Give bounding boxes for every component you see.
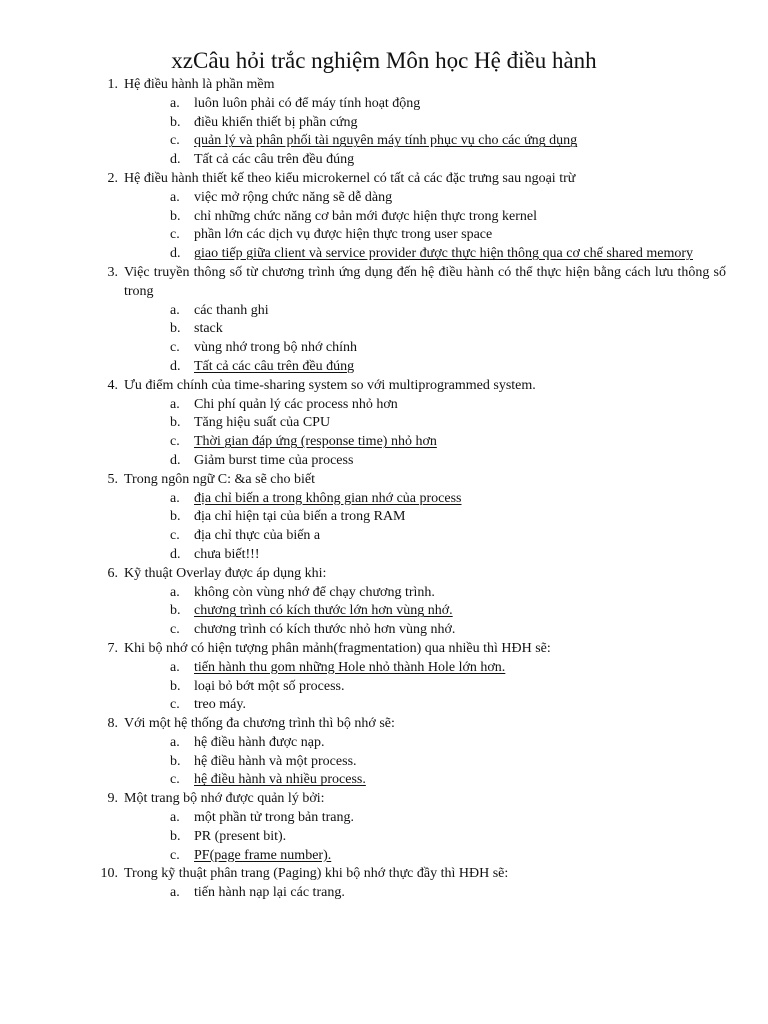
answer-option <box>170 151 726 170</box>
answer-letter: a. <box>170 302 180 318</box>
answer-text: hệ điều hành và một process. <box>194 753 357 769</box>
question-number: 4. <box>107 377 118 393</box>
answer-letter: c. <box>170 434 180 450</box>
answer-option <box>170 302 726 321</box>
question-5 <box>100 471 726 565</box>
answer-list <box>124 884 726 903</box>
answer-letter: d. <box>170 152 181 168</box>
answer-option <box>170 226 726 245</box>
answer-option <box>170 621 726 640</box>
answer-text-correct: địa chỉ biến a trong không gian nhớ của process <box>194 490 462 506</box>
answer-letter: c. <box>170 528 180 544</box>
answer-text: chỉ những chức năng cơ bản mới được hiện thực trong kernel <box>194 208 537 224</box>
answer-text: các thanh ghi <box>194 302 269 318</box>
answer-text: Tất cả các câu trên đều đúng <box>194 152 355 168</box>
answer-option <box>170 602 726 621</box>
answer-text-correct: Tất cả các câu trên đều đúng <box>194 358 355 374</box>
answer-list <box>124 809 726 865</box>
answer-letter: c. <box>170 622 180 638</box>
answer-option <box>170 696 726 715</box>
answer-letter: a. <box>170 734 180 750</box>
question-2 <box>100 170 726 264</box>
question-number: 1. <box>107 77 118 92</box>
answer-letter: c. <box>170 772 180 788</box>
question-text: Việc truyền thông số từ chương trình ứng dụng đến hệ điều hành có thể thực hiện bằng cách lưu thông số trong <box>124 264 726 299</box>
answer-text: treo máy. <box>194 697 246 713</box>
answer-option <box>170 771 726 790</box>
answer-text: hệ điều hành được nạp. <box>194 734 325 750</box>
answer-letter: b. <box>170 509 181 525</box>
answer-text: tiến hành nạp lại các trang. <box>194 885 345 901</box>
answer-letter: d. <box>170 246 181 262</box>
answer-text: vùng nhớ trong bộ nhớ chính <box>194 340 357 356</box>
answer-letter: b. <box>170 603 181 619</box>
question-text: Với một hệ thống đa chương trình thì bộ nhớ sẽ: <box>124 716 395 732</box>
page-title: xzCâu hỏi trắc nghiệm Môn học Hệ điều hành <box>171 48 597 73</box>
answer-letter: a. <box>170 396 180 412</box>
answer-text-correct: chương trình có kích thước lớn hơn vùng nhớ. <box>194 603 453 619</box>
question-text: Trong ngôn ngữ C: &a sẽ cho biết <box>124 471 316 487</box>
question-8 <box>100 715 726 790</box>
answer-text: việc mở rộng chức năng sẽ dễ dàng <box>194 189 393 205</box>
answer-option <box>170 734 726 753</box>
answer-text: luôn luôn phải có để máy tính hoạt động <box>194 95 421 111</box>
question-text: Khi bộ nhớ có hiện tượng phân mảnh(fragmentation) qua nhiều thì HĐH sẽ: <box>124 640 551 656</box>
answer-text: một phần tử trong bản trang. <box>194 810 355 826</box>
answer-text: địa chỉ thực của biến a <box>194 528 321 544</box>
answer-option <box>170 95 726 114</box>
question-number: 2. <box>107 170 118 186</box>
answer-letter: b. <box>170 321 181 337</box>
answer-list <box>124 302 726 377</box>
answer-text: không còn vùng nhớ để chạy chương trình. <box>194 584 435 600</box>
question-10 <box>100 865 726 903</box>
answer-option <box>170 358 726 377</box>
answer-text: PR (present bit). <box>194 828 287 844</box>
answer-option <box>170 396 726 415</box>
answer-letter: a. <box>170 885 180 901</box>
answer-letter: a. <box>170 95 180 111</box>
answer-text-correct: quản lý và phân phối tài nguyên máy tính phục vụ cho các ứng dụng <box>194 133 578 149</box>
answer-text: Chi phí quản lý các process nhỏ hơn <box>194 396 398 412</box>
answer-option <box>170 339 726 358</box>
answer-list <box>124 189 726 264</box>
answer-text: phần lớn các dịch vụ được hiện thực trong user space <box>194 227 493 243</box>
answer-option <box>170 828 726 847</box>
question-number: 9. <box>107 791 118 807</box>
question-text: Hệ điều hành thiết kế theo kiểu microkernel có tất cả các đặc trưng sau ngoại trừ <box>124 170 576 186</box>
answer-letter: b. <box>170 114 181 130</box>
answer-option <box>170 508 726 527</box>
answer-list <box>124 734 726 790</box>
answer-option <box>170 414 726 433</box>
question-1 <box>100 76 726 170</box>
answer-letter: b. <box>170 208 181 224</box>
answer-text-correct: PF(page frame number). <box>194 847 332 863</box>
question-4 <box>100 377 726 471</box>
answer-letter: d. <box>170 358 181 374</box>
answer-option <box>170 546 726 565</box>
answer-text-correct: giao tiếp giữa client và service provider được thực hiện thông qua cơ chế shared memory <box>194 246 694 262</box>
answer-letter: c. <box>170 340 180 356</box>
question-text: Hệ điều hành là phần mềm <box>124 77 275 92</box>
question-6 <box>100 565 726 640</box>
answer-option <box>170 114 726 133</box>
answer-letter: b. <box>170 753 181 769</box>
answer-option <box>170 809 726 828</box>
answer-option <box>170 659 726 678</box>
answer-letter: b. <box>170 415 181 431</box>
question-number: 7. <box>107 640 118 656</box>
question-number: 10. <box>100 866 118 882</box>
answer-letter: c. <box>170 133 180 149</box>
answer-letter: a. <box>170 810 180 826</box>
answer-letter: a. <box>170 490 180 506</box>
answer-text: chưa biết!!! <box>194 546 260 562</box>
question-number: 5. <box>107 471 118 487</box>
answer-option <box>170 753 726 772</box>
question-9 <box>100 790 726 865</box>
answer-option <box>170 527 726 546</box>
question-text: Một trang bộ nhớ được quản lý bởi: <box>124 791 325 807</box>
answer-list <box>124 584 726 640</box>
answer-option <box>170 678 726 697</box>
answer-option <box>170 490 726 509</box>
question-3 <box>100 264 726 377</box>
answer-list <box>124 490 726 565</box>
answer-text: Giảm burst time của process <box>194 452 354 468</box>
answer-text: chương trình có kích thước nhỏ hơn vùng nhớ. <box>194 622 456 638</box>
question-7 <box>100 640 726 715</box>
question-number: 3. <box>107 264 118 280</box>
answer-list <box>124 396 726 471</box>
answer-text-correct: Thời gian đáp ứng (response time) nhỏ hơn <box>194 434 437 450</box>
answer-list <box>124 659 726 715</box>
answer-letter: b. <box>170 828 181 844</box>
answer-option <box>170 433 726 452</box>
answer-letter: a. <box>170 189 180 205</box>
answer-option <box>170 245 726 264</box>
answer-text-correct: hệ điều hành và nhiều process. <box>194 772 366 788</box>
answer-option <box>170 320 726 339</box>
answer-text: Tăng hiệu suất của CPU <box>194 415 331 431</box>
answer-letter: a. <box>170 659 180 675</box>
question-text: Ưu điểm chính của time-sharing system so với multiprogrammed system. <box>124 377 536 393</box>
question-number: 8. <box>107 716 118 732</box>
answer-letter: c. <box>170 697 180 713</box>
answer-letter: b. <box>170 678 181 694</box>
answer-letter: a. <box>170 584 180 600</box>
answer-option <box>170 884 726 903</box>
answer-option <box>170 208 726 227</box>
answer-letter: c. <box>170 847 180 863</box>
answer-text: địa chỉ hiện tại của biến a trong RAM <box>194 509 406 525</box>
answer-text: loại bỏ bớt một số process. <box>194 678 345 694</box>
answer-option <box>170 189 726 208</box>
answer-text-correct: tiến hành thu gom những Hole nhỏ thành Hole lớn hơn. <box>194 659 506 675</box>
answer-text: stack <box>194 321 223 337</box>
answer-letter: d. <box>170 452 181 468</box>
question-number: 6. <box>107 565 118 581</box>
question-list <box>100 76 726 903</box>
answer-letter: c. <box>170 227 180 243</box>
question-text: Trong kỹ thuật phân trang (Paging) khi bộ nhớ thực đầy thì HĐH sẽ: <box>124 866 509 882</box>
answer-list <box>124 95 726 170</box>
answer-letter: d. <box>170 546 181 562</box>
answer-option <box>170 584 726 603</box>
answer-option <box>170 132 726 151</box>
answer-text: điều khiển thiết bị phần cứng <box>194 114 358 130</box>
answer-option <box>170 847 726 866</box>
question-text: Kỹ thuật Overlay được áp dụng khi: <box>124 565 327 581</box>
answer-option <box>170 452 726 471</box>
